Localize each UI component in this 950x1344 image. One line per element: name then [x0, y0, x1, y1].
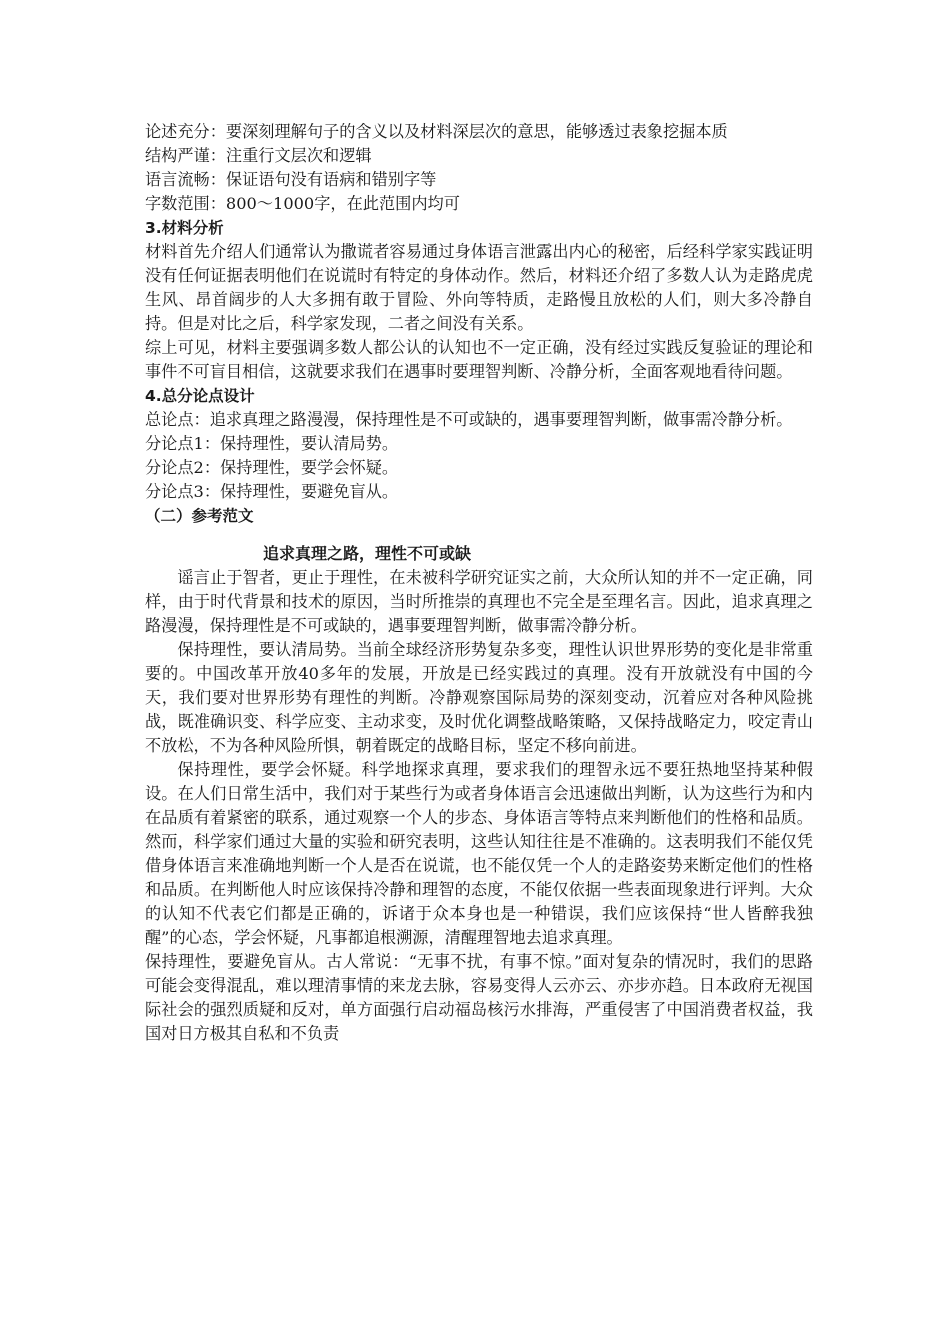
- sub-thesis-3: 分论点3：保持理性，要避免盲从。: [145, 482, 399, 501]
- reference-essay-heading: （二）参考范文: [145, 507, 254, 525]
- sub-thesis-2: 分论点2：保持理性，要学会怀疑。: [145, 458, 399, 477]
- criterion-language: 语言流畅：保证语句没有语病和错别字等: [145, 170, 437, 189]
- essay-paragraph-4: 保持理性，要避免盲从。古人常说：“无事不扰，有事不惊。”面对复杂的情况时，我们的思路可能会变得混乱，难以理清事情的来龙去脉，容易变得人云亦云、亦步亦趋。日本政府无视国际社会的强烈质疑和反对，单方面强行启动福岛核污水排海，严重侵害了中国消费者权益，我国对日方极其自私和不负责: [145, 952, 813, 1043]
- criterion-length: 字数范围：800～1000字，在此范围内均可: [145, 194, 460, 213]
- document-page: [145, 120, 813, 1046]
- material-analysis-paragraph-1: 材料首先介绍人们通常认为撒谎者容易通过身体语言泄露出内心的秘密，后经科学家实践证明没有任何证据表明他们在说谎时有特定的身体动作。然后，材料还介绍了多数人认为走路虎虎生风、昂首阔步的人大多拥有敢于冒险、外向等特质，走路慢且放松的人们，则大多冷静自持。但是对比之后，科学家发现，二者之间没有关系。: [145, 242, 813, 333]
- material-analysis-paragraph-2: 综上可见，材料主要强调多数人都公认的认知也不一定正确，没有经过实践反复验证的理论和事件不可盲目相信，这就要求我们在遇事时要理智判断、冷静分析，全面客观地看待问题。: [145, 338, 813, 381]
- essay-title: 追求真理之路，理性不可或缺: [263, 544, 472, 563]
- section-heading-material-analysis: 3.材料分析: [145, 219, 224, 237]
- sub-thesis-1: 分论点1：保持理性，要认清局势。: [145, 434, 399, 453]
- essay-paragraph-3: 保持理性，要学会怀疑。科学地探求真理，要求我们的理智永远不要狂热地坚持某种假设。在人们日常生活中，我们对于某些行为或者身体语言会迅速做出判断，认为这些行为和内在品质有着紧密的联系，通过观察一个人的步态、身体语言等特点来判断他们的性格和品质。然而，科学家们通过大量的实验和研究表明，这些认知往往是不准确的。这表明我们不能仅凭借身体语言来准确地判断一个人是否在说谎，也不能仅凭一个人的走路姿势来断定他们的性格和品质。在判断他人时应该保持冷静和理智的态度，不能仅依据一些表面现象进行评判。大众的认知不代表它们都是正确的，诉诸于众本身也是一种错误，我们应该保持“世人皆醉我独醒”的心态，学会怀疑，凡事都追根溯源，清醒理智地去追求真理。: [145, 760, 813, 947]
- main-thesis: 总论点：追求真理之路漫漫，保持理性是不可或缺的，遇事要理智判断，做事需冷静分析。: [145, 410, 793, 429]
- criterion-argument: 论述充分：要深刻理解句子的含义以及材料深层次的意思，能够透过表象挖掘本质: [145, 122, 728, 141]
- section-heading-thesis-design: 4.总分论点设计: [145, 387, 255, 405]
- criterion-structure: 结构严谨：注重行文层次和逻辑: [145, 146, 372, 165]
- essay-paragraph-1: 谣言止于智者，更止于理性，在未被科学研究证实之前，大众所认知的并不一定正确，同样，由于时代背景和技术的原因，当时所推崇的真理也不完全是至理名言。因此，追求真理之路漫漫，保持理性是不可或缺的，遇事要理智判断，做事需冷静分析。: [145, 568, 813, 635]
- essay-paragraph-2: 保持理性，要认清局势。当前全球经济形势复杂多变，理性认识世界形势的变化是非常重要的。中国改革开放40多年的发展，开放是已经实践过的真理。没有开放就没有中国的今天，我们要对世界形势有理性的判断。冷静观察国际局势的深刻变动，沉着应对各种风险挑战，既准确识变、科学应变、主动求变，及时优化调整战略策略，又保持战略定力，咬定青山不放松，不为各种风险所惧，朝着既定的战略目标，坚定不移向前进。: [145, 640, 813, 755]
